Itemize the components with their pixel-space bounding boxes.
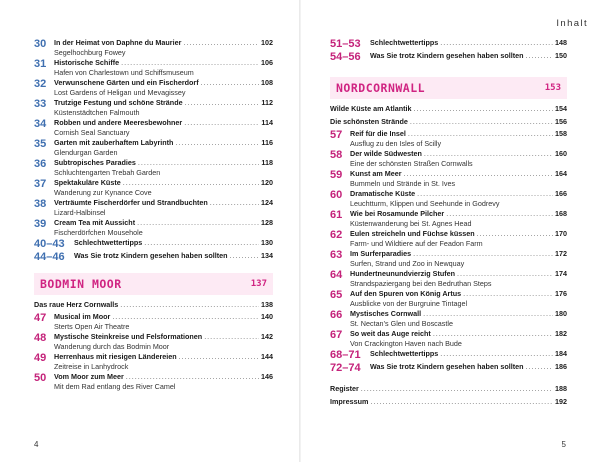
left-column [34, 38, 273, 392]
entry-body [54, 58, 273, 77]
entry-number: 50 [34, 372, 47, 384]
entry-title: Subtropisches Paradies [54, 158, 136, 167]
entry-body [350, 149, 567, 168]
entry-number: 58 [330, 149, 343, 161]
entry-body [370, 349, 567, 359]
entry-body [54, 158, 273, 177]
toc-entry[interactable] [330, 209, 567, 228]
toc-entry[interactable] [34, 251, 273, 263]
toc-entry[interactable] [330, 189, 567, 208]
dot-leader [526, 51, 554, 61]
entry-title-line [350, 229, 567, 239]
section-header [330, 77, 567, 99]
dot-leader [230, 251, 260, 261]
entry-page: 158 [555, 129, 567, 138]
entry-body [54, 78, 273, 97]
entry-number: 57 [330, 129, 343, 141]
entry-title: Der wilde Südwesten [350, 149, 422, 158]
toc-entry[interactable] [330, 329, 567, 348]
entry-title: Schlechtwettertipps [370, 38, 439, 47]
chapter-subhead[interactable] [330, 396, 567, 407]
toc-entry[interactable] [34, 98, 273, 117]
dot-leader [361, 383, 553, 394]
toc-entry[interactable] [330, 349, 567, 361]
entry-title: Cream Tea mit Aussicht [54, 218, 136, 227]
entry-number: 63 [330, 249, 343, 261]
entry-number: 49 [34, 352, 47, 364]
entry-body [350, 289, 567, 308]
header-label: Inhalt [556, 18, 588, 29]
dot-leader [440, 38, 553, 48]
entry-title: Verwunschene Gärten und ein Fischerdorf [54, 78, 199, 87]
entry-title-line [54, 38, 273, 48]
entry-number: 30 [34, 38, 47, 50]
entry-title: Vom Moor zum Meer [54, 372, 124, 381]
entry-number: 47 [34, 312, 47, 324]
section-page: 137 [250, 279, 267, 289]
entry-title: Auf den Spuren von König Artus [350, 289, 462, 298]
entry-number: 59 [330, 169, 343, 181]
entry-page: 148 [555, 38, 567, 47]
entry-title-line [350, 329, 567, 339]
entry-number: 62 [330, 229, 343, 241]
entry-title-line [350, 129, 567, 139]
entry-number: 64 [330, 269, 343, 281]
toc-entry[interactable] [34, 78, 273, 97]
entry-number: 37 [34, 178, 47, 190]
entry-title-line [350, 189, 567, 199]
entry-title-line [74, 238, 273, 248]
entry-title-line [54, 78, 273, 88]
entry-page: 124 [261, 198, 273, 207]
dot-leader [185, 98, 260, 108]
entry-title-line [54, 58, 273, 68]
dot-leader [410, 116, 553, 127]
entry-title: Schlechtwettertipps [74, 238, 143, 247]
entry-page: 174 [555, 269, 567, 278]
entry-body [350, 129, 567, 148]
dot-leader [423, 309, 553, 319]
subhead-title: Die schönsten Strände [330, 117, 408, 126]
entry-subtitle: Küstenwanderung bei St. Agnes Head [350, 219, 472, 228]
dot-leader [126, 372, 259, 382]
subhead-title: Wilde Küste am Atlantik [330, 104, 412, 113]
entry-title-line [350, 149, 567, 159]
toc-entry[interactable] [330, 362, 567, 374]
toc-entry[interactable] [330, 149, 567, 168]
dot-leader [433, 329, 553, 339]
entry-body [350, 229, 567, 248]
entry-subtitle: Wanderung durch das Bodmin Moor [54, 342, 170, 351]
entry-title-line [350, 269, 567, 279]
entry-body [54, 38, 273, 57]
toc-entry[interactable] [34, 118, 273, 137]
entry-page: 168 [555, 209, 567, 218]
entry-subtitle: Mit dem Rad entlang des River Camel [54, 382, 176, 391]
entry-body [350, 169, 567, 188]
dot-leader [457, 269, 553, 279]
entry-subtitle: Von Crackington Haven nach Bude [350, 339, 462, 348]
entry-title: Mystisches Cornwall [350, 309, 422, 318]
entry-page: 130 [261, 238, 273, 247]
entry-number: 68–71 [330, 349, 361, 361]
entry-page: 160 [555, 149, 567, 158]
entry-number: 61 [330, 209, 343, 221]
entry-title-line [350, 209, 567, 219]
right-page-number: 5 [561, 440, 566, 449]
entry-body [54, 118, 273, 137]
subhead-page: 138 [261, 300, 273, 309]
entry-page: 140 [261, 312, 273, 321]
entry-subtitle: Ausflug zu den Isles of Scilly [350, 139, 442, 148]
entry-title-line [350, 249, 567, 259]
entry-title-line [54, 218, 273, 228]
entry-page: 172 [555, 249, 567, 258]
chapter-subhead[interactable] [330, 383, 567, 394]
dot-leader [446, 209, 553, 219]
entry-subtitle: Eine der schönsten Straßen Cornwalls [350, 159, 473, 168]
entry-title: Was Sie trotz Kindern gesehen haben sollten [370, 51, 524, 60]
entry-number: 31 [34, 58, 47, 70]
toc-entry[interactable] [34, 58, 273, 77]
entry-number: 48 [34, 332, 47, 344]
entry-title-line [370, 38, 567, 48]
dot-leader [370, 396, 553, 407]
entry-title-line [54, 372, 273, 382]
entry-title: So weit das Auge reicht [350, 329, 431, 338]
entry-page: 184 [555, 349, 567, 358]
dot-leader [183, 38, 259, 48]
entry-body [350, 329, 567, 348]
entry-page: 120 [261, 178, 273, 187]
entry-page: 116 [261, 138, 273, 147]
entry-body [54, 98, 273, 117]
entry-title: Verträumte Fischerdörfer und Strandbuchten [54, 198, 208, 207]
subhead-page: 156 [555, 117, 567, 126]
dot-leader [210, 198, 259, 208]
entry-title-line [370, 349, 567, 359]
entry-subtitle: Fischerdörfchen Mousehole [54, 228, 143, 237]
dot-leader [201, 78, 259, 88]
entry-number: 40–43 [34, 238, 65, 250]
entry-number: 35 [34, 138, 47, 150]
toc-entry[interactable] [34, 332, 273, 351]
section-header [34, 273, 273, 295]
toc-entry[interactable] [330, 38, 567, 50]
dot-leader [144, 238, 259, 248]
entry-title-line [350, 169, 567, 179]
dot-leader [121, 58, 259, 68]
toc-entry[interactable] [34, 312, 273, 331]
entry-body [370, 362, 567, 372]
entry-page: 176 [555, 289, 567, 298]
chapter-subhead[interactable] [34, 299, 273, 310]
dot-leader [417, 189, 553, 199]
toc-entry[interactable] [34, 158, 273, 177]
entry-number: 60 [330, 189, 343, 201]
entry-subtitle: Wanderung zur Kynance Cove [54, 188, 152, 197]
entry-title: Musical im Moor [54, 312, 111, 321]
toc-entry[interactable] [330, 269, 567, 288]
entry-number: 36 [34, 158, 47, 170]
entry-body [350, 309, 567, 328]
entry-title-line [54, 98, 273, 108]
entry-number: 66 [330, 309, 343, 321]
entry-page: 142 [261, 332, 273, 341]
dot-leader [477, 229, 553, 239]
toc-entry[interactable] [330, 289, 567, 308]
entry-page: 106 [261, 58, 273, 67]
dot-leader [440, 349, 553, 359]
entry-subtitle: St. Nectan’s Glen und Boscastle [350, 319, 453, 328]
dot-leader [175, 138, 259, 148]
entry-number: 65 [330, 289, 343, 301]
dot-leader [408, 129, 553, 139]
subhead-page: 192 [555, 397, 567, 406]
entry-title-line [74, 251, 273, 261]
entry-number: 33 [34, 98, 47, 110]
right-column [330, 38, 567, 409]
entry-page: 150 [555, 51, 567, 60]
subhead-page: 154 [555, 104, 567, 113]
entry-subtitle: Zeitreise in Lanhydrock [54, 362, 129, 371]
entry-title-line [350, 289, 567, 299]
entry-subtitle: Hafen von Charlestown und Schiffsmuseum [54, 68, 194, 77]
entry-subtitle: Ausblicke von der Burgruine Tintagel [350, 299, 468, 308]
entry-title: Mystische Steinkreise und Felsformationen [54, 332, 203, 341]
entry-body [74, 251, 273, 261]
toc-entry[interactable] [34, 238, 273, 250]
entry-page: 144 [261, 352, 273, 361]
entry-page: 182 [555, 329, 567, 338]
entry-title: Garten mit zauberhaftem Labyrinth [54, 138, 174, 147]
entry-page: 164 [555, 169, 567, 178]
entry-number: 54–56 [330, 51, 361, 63]
entry-title-line [54, 138, 273, 148]
entry-title: Herrenhaus mit riesigen Ländereien [54, 352, 177, 361]
entry-title: Reif für die Insel [350, 129, 406, 138]
entry-title: Trutzige Festung und schöne Strände [54, 98, 183, 107]
section-page: 153 [544, 83, 561, 93]
entry-title: In der Heimat von Daphne du Maurier [54, 38, 182, 47]
entry-body [54, 178, 273, 197]
entry-title-line [350, 309, 567, 319]
dot-leader [123, 178, 259, 188]
entry-number: 34 [34, 118, 47, 130]
entry-subtitle: Glendurgan Garden [54, 148, 118, 157]
entry-title: Dramatische Küste [350, 189, 416, 198]
entry-title-line [370, 362, 567, 372]
entry-title: Schlechtwettertipps [370, 349, 439, 358]
entry-title: Robben und andere Meeresbewohner [54, 118, 183, 127]
entry-page: 108 [261, 78, 273, 87]
entry-title: Spektakuläre Küste [54, 178, 121, 187]
entry-page: 134 [261, 251, 273, 260]
subhead-page: 188 [555, 384, 567, 393]
subhead-title: Das raue Herz Cornwalls [34, 300, 119, 309]
dot-leader [112, 312, 259, 322]
entry-page: 166 [555, 189, 567, 198]
toc-entry[interactable] [34, 198, 273, 217]
entry-subtitle: Surfen, Strand und Zoo in Newquay [350, 259, 465, 268]
entry-page: 118 [261, 158, 273, 167]
gutter-divider [299, 0, 301, 462]
entry-title: Wie bei Rosamunde Pilcher [350, 209, 445, 218]
toc-entry[interactable] [34, 138, 273, 157]
entry-body [54, 352, 273, 371]
entry-title-line [54, 158, 273, 168]
entry-subtitle: Farm- und Wildtiere auf der Feadon Farm [350, 239, 483, 248]
entry-page: 146 [261, 372, 273, 381]
entry-number: 72–74 [330, 362, 361, 374]
toc-entry[interactable] [34, 38, 273, 57]
subhead-title: Register [330, 384, 359, 393]
entry-page: 114 [261, 118, 273, 127]
toc-entry[interactable] [330, 129, 567, 148]
entry-subtitle: Lizard-Halbinsel [54, 208, 106, 217]
dot-leader [137, 218, 259, 228]
dot-leader [179, 352, 259, 362]
spacer [330, 375, 567, 383]
entry-title-line [54, 178, 273, 188]
toc-entry[interactable] [330, 229, 567, 248]
section-title: BODMIN MOOR [40, 277, 122, 291]
entry-title-line [54, 352, 273, 362]
entry-number: 51–53 [330, 38, 361, 50]
dot-leader [424, 149, 553, 159]
entry-subtitle: Bummeln und Strände in St. Ives [350, 179, 456, 188]
dot-leader [414, 103, 553, 114]
chapter-subhead[interactable] [330, 116, 567, 127]
entry-body [370, 51, 567, 61]
toc-entry[interactable] [330, 169, 567, 188]
entry-body [350, 249, 567, 268]
entry-body [370, 38, 567, 48]
subhead-title: Impressum [330, 397, 369, 406]
entry-body [54, 138, 273, 157]
entry-page: 112 [261, 98, 273, 107]
entry-body [54, 312, 273, 331]
dot-leader [463, 289, 553, 299]
entry-body [54, 372, 273, 391]
entry-page: 186 [555, 362, 567, 371]
dot-leader [404, 169, 553, 179]
entry-body [54, 332, 273, 351]
toc-entry[interactable] [34, 372, 273, 391]
entry-number: 44–46 [34, 251, 65, 263]
left-page-number: 4 [34, 440, 39, 449]
entry-body [350, 189, 567, 208]
entry-body [350, 209, 567, 228]
chapter-subhead[interactable] [330, 103, 567, 114]
toc-entry[interactable] [330, 51, 567, 63]
entry-body [54, 198, 273, 217]
toc-entry[interactable] [330, 249, 567, 268]
entry-page: 180 [555, 309, 567, 318]
entry-title: Historische Schiffe [54, 58, 120, 67]
entry-number: 39 [34, 218, 47, 230]
entry-number: 38 [34, 198, 47, 210]
entry-subtitle: Sterts Open Air Theatre [54, 322, 130, 331]
entry-title: Was Sie trotz Kindern gesehen haben sollten [74, 251, 228, 260]
toc-entry[interactable] [34, 352, 273, 371]
toc-entry[interactable] [330, 309, 567, 328]
entry-title-line [370, 51, 567, 61]
entry-title-line [54, 312, 273, 322]
dot-leader [526, 362, 554, 372]
entry-title: Was Sie trotz Kindern gesehen haben sollten [370, 362, 524, 371]
entry-body [74, 238, 273, 248]
entry-page: 170 [555, 229, 567, 238]
entry-number: 67 [330, 329, 343, 341]
entry-title: Eulen streicheln und Füchse küssen [350, 229, 475, 238]
entry-subtitle: Leuchtturm, Klippen und Seehunde in Godrevy [350, 199, 500, 208]
toc-entry[interactable] [34, 178, 273, 197]
entry-subtitle: Strandspaziergang bei den Bedruthan Steps [350, 279, 492, 288]
entry-subtitle: Schluchtengarten Trebah Garden [54, 168, 161, 177]
entry-subtitle: Segelhochburg Fowey [54, 48, 126, 57]
entry-title: Kunst am Meer [350, 169, 402, 178]
toc-entry[interactable] [34, 218, 273, 237]
dot-leader [204, 332, 259, 342]
entry-subtitle: Cornish Seal Sanctuary [54, 128, 130, 137]
entry-number: 32 [34, 78, 47, 90]
entry-title: Im Surferparadies [350, 249, 412, 258]
entry-title: Hundertneunundvierzig Stufen [350, 269, 456, 278]
entry-title-line [54, 198, 273, 208]
entry-body [350, 269, 567, 288]
entry-body [54, 218, 273, 237]
entry-title-line [54, 118, 273, 128]
entry-subtitle: Küstenstädtchen Falmouth [54, 108, 140, 117]
dot-leader [120, 299, 259, 310]
section-title: NORDCORNWALL [336, 81, 426, 95]
entry-title-line [54, 332, 273, 342]
entry-page: 128 [261, 218, 273, 227]
dot-leader [413, 249, 553, 259]
dot-leader [184, 118, 259, 128]
entry-subtitle: Lost Gardens of Heligan und Mevagissey [54, 88, 186, 97]
dot-leader [138, 158, 260, 168]
entry-page: 102 [261, 38, 273, 47]
